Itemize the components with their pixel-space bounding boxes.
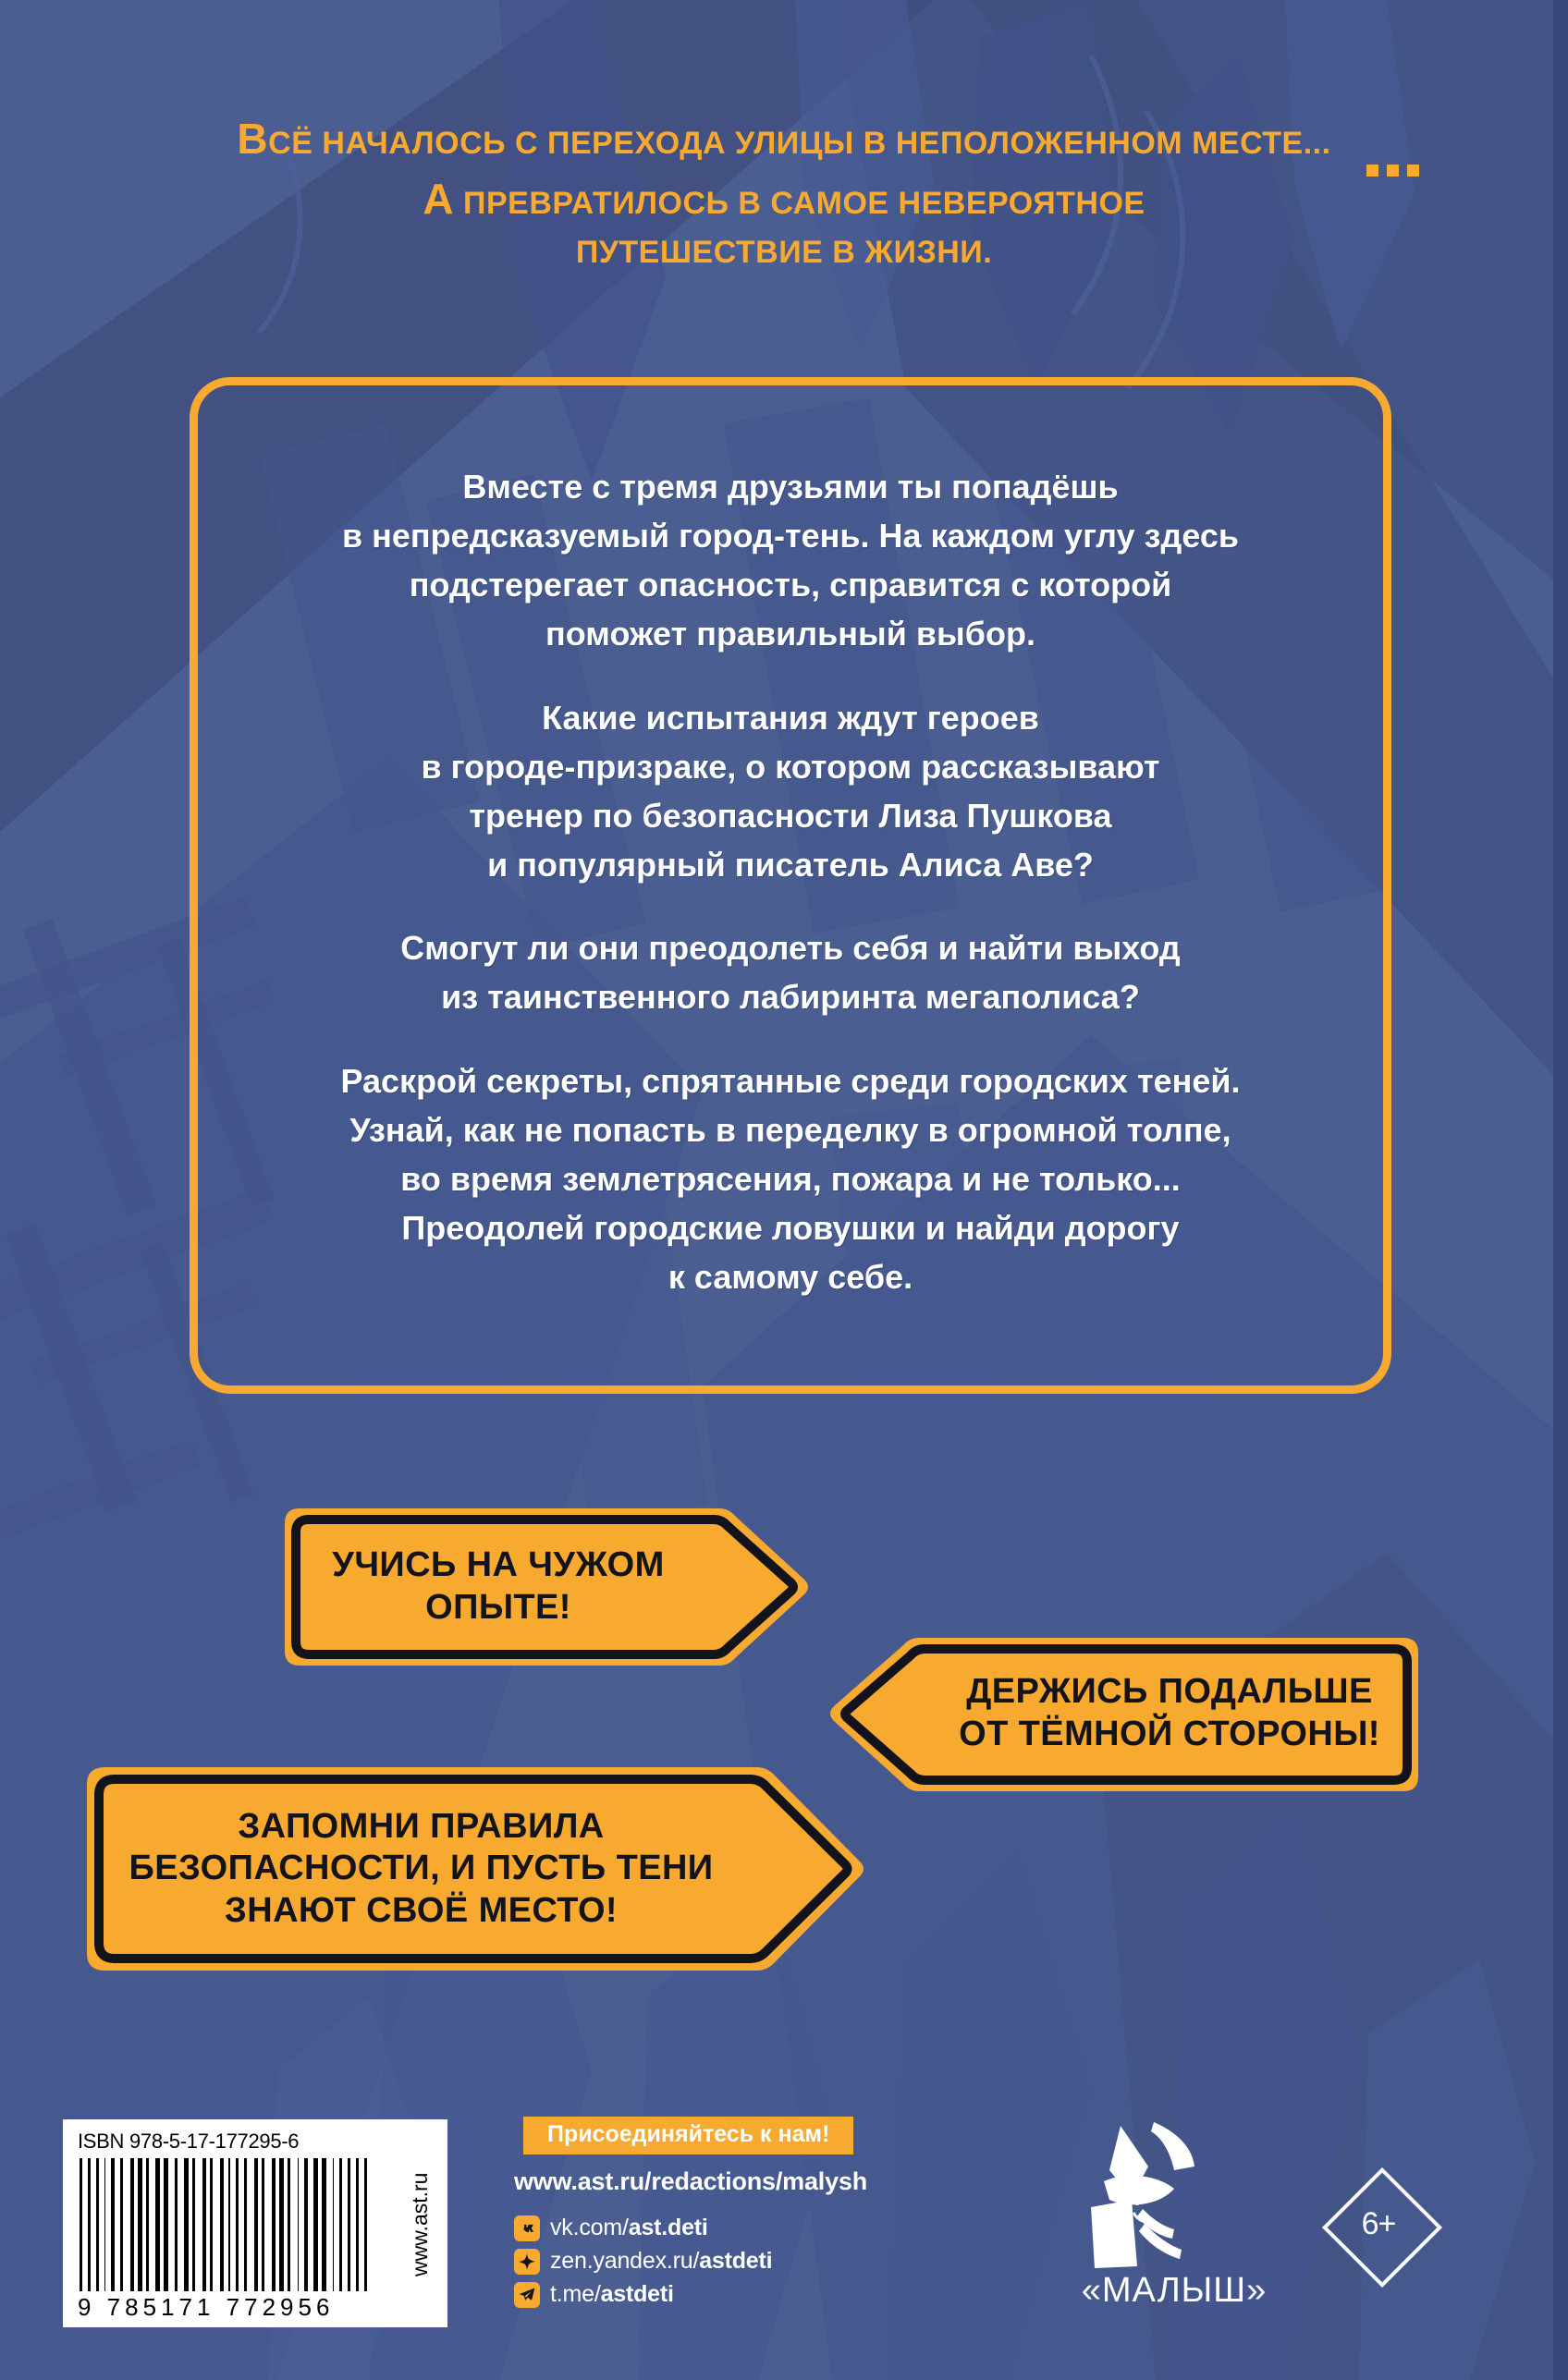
arrow-right-icon xyxy=(72,1762,872,1976)
description-paragraph: Смогут ли они преодолеть себя и найти выход из таинственного лабиринта мегаполиса? xyxy=(400,929,1181,1017)
spine-edge xyxy=(1553,0,1568,2380)
arrow-left-icon xyxy=(823,1632,1433,1795)
social-link-telegram[interactable] xyxy=(514,2281,995,2308)
join-us-label: Присоединяйтесь к нам! xyxy=(523,2117,853,2154)
callout-line: ДЕРЖИСЬ ПОДАЛЬШЕ xyxy=(966,1672,1373,1712)
callout-line: ЗАПОМНИ ПРАВИЛА xyxy=(238,1806,605,1846)
social-link-vk[interactable] xyxy=(514,2215,995,2241)
headline-capital-2: А xyxy=(423,175,455,224)
callout-banner-learn xyxy=(270,1503,815,1671)
social-link-text xyxy=(550,2215,708,2241)
social-handle: astdeti xyxy=(600,2281,674,2307)
description-paragraph: Какие испытания ждут героев в городе-призраке, о котором рассказывают тренер по безопасности Лиза Пушкова и популярный писатель Алиса Аве? xyxy=(421,698,1160,884)
callout-banner-rules xyxy=(72,1762,872,1976)
arrow-right-icon xyxy=(270,1503,815,1671)
callout-line: БЕЗОПАСНОСТИ, И ПУСТЬ ТЕНИ xyxy=(129,1849,714,1888)
headline-text-3: ПУТЕШЕСТВИЕ В ЖИЗНИ. xyxy=(575,234,993,270)
headline-line-1 xyxy=(74,109,1494,169)
vk-icon xyxy=(514,2215,540,2241)
isbn-barcode xyxy=(63,2119,447,2327)
barcode-bars xyxy=(80,2158,406,2291)
publisher-name-text: «МАЛЫШ» xyxy=(1081,2271,1268,2310)
headline xyxy=(74,109,1494,275)
social-prefix: t.me/ xyxy=(550,2281,601,2307)
social-handle: astdeti xyxy=(699,2248,773,2274)
barcode-site-vertical: www.ast.ru xyxy=(408,2172,432,2276)
description-panel xyxy=(190,377,1391,1394)
social-link-text xyxy=(550,2281,674,2308)
social-block xyxy=(514,2117,995,2314)
callout-line: ОПЫТЕ! xyxy=(425,1588,571,1627)
publisher-url[interactable]: www.ast.ru/redactions/malysh xyxy=(514,2167,868,2195)
headline-line-3 xyxy=(74,230,1494,275)
headline-text-1: СЁ НАЧАЛОСЬ С ПЕРЕХОДА УЛИЦЫ В НЕПОЛОЖЕННОМ МЕСТЕ... xyxy=(268,126,1331,161)
social-prefix: zen.yandex.ru/ xyxy=(550,2248,700,2274)
barcode-digits: 9 785171 772956 xyxy=(78,2293,335,2321)
description-panel-inner xyxy=(198,385,1383,1385)
barcode-main xyxy=(76,2127,406,2322)
social-link-zen[interactable] xyxy=(514,2248,995,2275)
age-rating-badge xyxy=(1319,2165,1438,2283)
social-link-text xyxy=(550,2248,772,2275)
headline-capital-1: В xyxy=(237,115,269,163)
headline-text-2: ПРЕВРАТИЛОСЬ В САМОЕ НЕВЕРОЯТНОЕ xyxy=(454,186,1145,222)
callout-line: ЗНАЮТ СВОЁ МЕСТО! xyxy=(225,1890,618,1930)
callout-banner-darkside xyxy=(823,1632,1433,1795)
isbn-label: ISBN 978-5-17-177295-6 xyxy=(78,2130,300,2153)
social-prefix: vk.com/ xyxy=(550,2215,629,2240)
social-handle: ast.deti xyxy=(628,2215,708,2240)
description-paragraph: Раскрой секреты, спрятанные среди городских теней. Узнай, как не попасть в переделку в огромной толпе, во время землетрясения, пожара и не только... Преодолей городские ловушки и найди дорогу к самому себе. xyxy=(340,1062,1241,1296)
social-links xyxy=(514,2215,995,2308)
callout-line: ОТ ТЁМНОЙ СТОРОНЫ! xyxy=(959,1715,1380,1753)
publisher-logo xyxy=(1063,2109,1294,2340)
zen-icon xyxy=(514,2249,540,2275)
description-paragraph: Вместе с тремя друзьями ты попадёшь в непредсказуемый город-тень. На каждом углу здесь подстерегает опасность, справится с которой поможет правильный выбор. xyxy=(341,468,1240,653)
age-rating-text: 6+ xyxy=(1361,2205,1396,2241)
callout-line: УЧИСЬ НА ЧУЖОМ xyxy=(332,1545,665,1585)
headline-line-2 xyxy=(74,169,1494,229)
telegram-icon xyxy=(514,2282,540,2308)
malysh-cat-icon xyxy=(1091,2122,1194,2268)
